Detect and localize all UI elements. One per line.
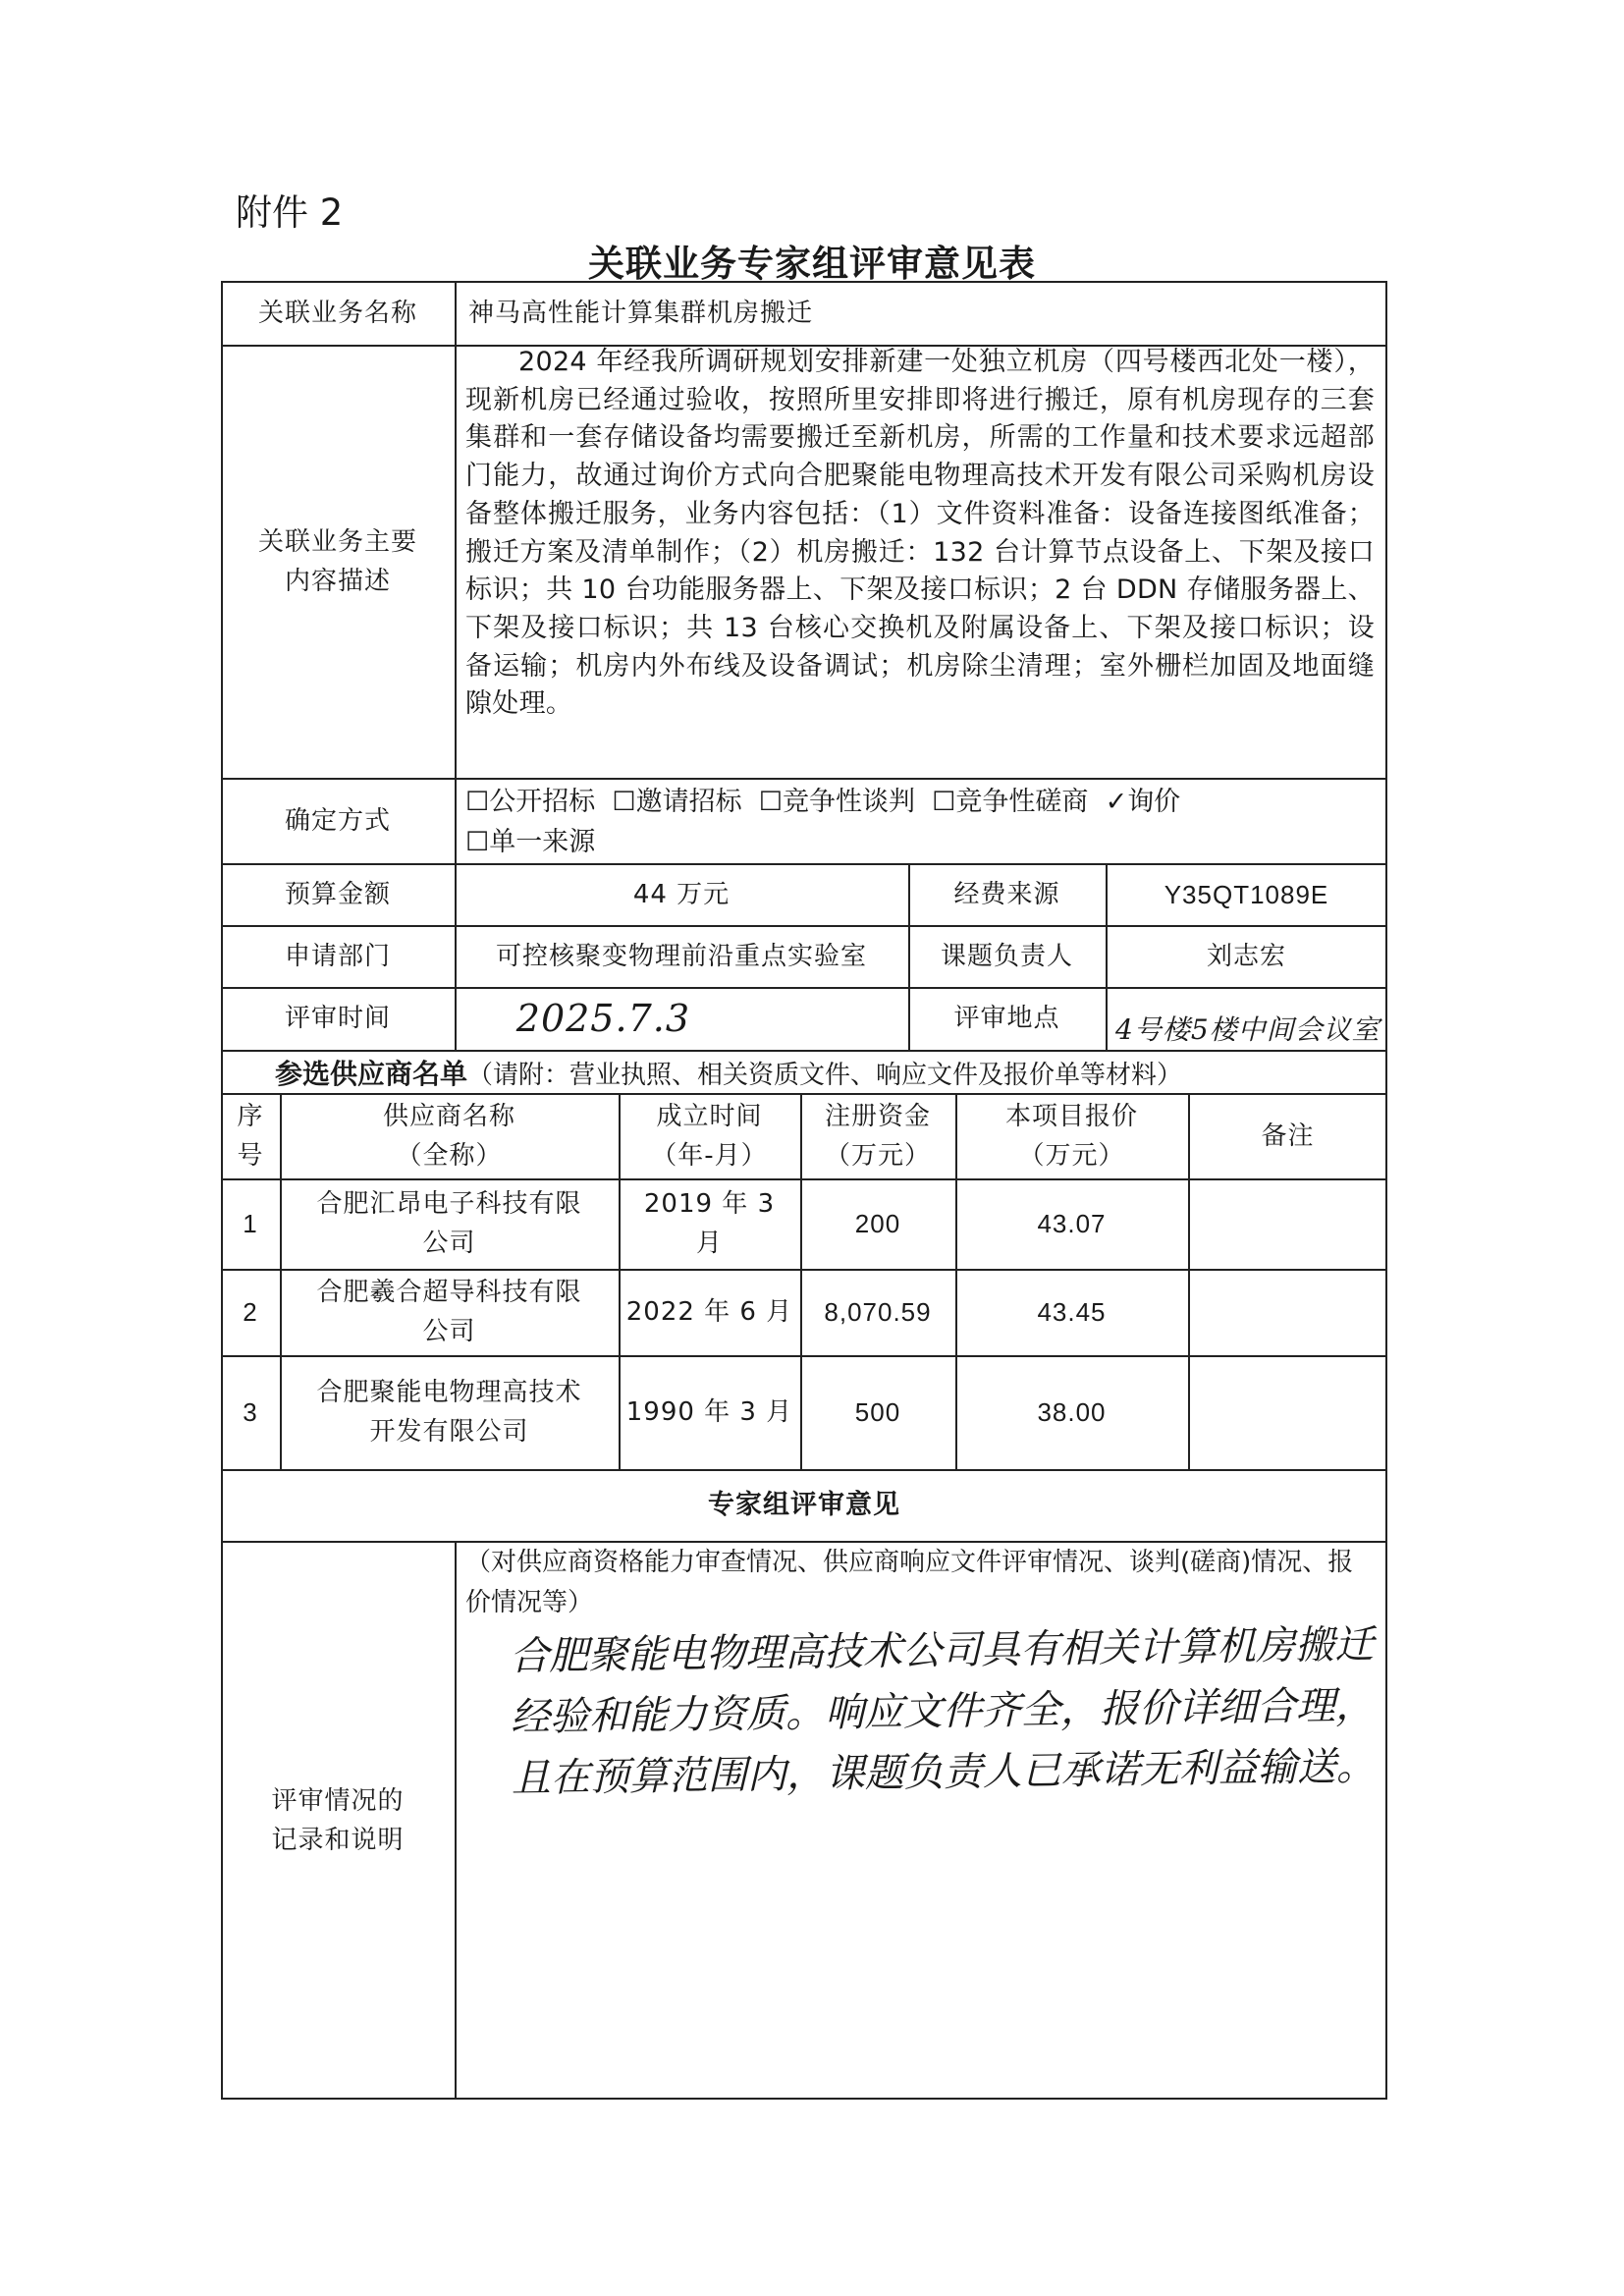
business-name-value: 神马高性能计算集群机房搬迁: [468, 298, 814, 328]
checkbox-icon: ☐: [612, 787, 636, 817]
checkbox-icon: ☐: [465, 787, 490, 817]
row-capital: 500: [854, 1397, 901, 1427]
opinion-label: [221, 1541, 455, 2100]
row-supplier-name: 合肥羲合超导科技有限 公司: [316, 1278, 582, 1346]
suppliers-note: （请附：营业执照、相关资质文件、响应文件及报价单等材料）: [467, 1061, 1183, 1090]
fund-source-label: 经费来源: [953, 879, 1060, 909]
checkmark-icon: ✓: [1105, 787, 1128, 817]
row-founded: 2019 年 3 月: [643, 1189, 776, 1258]
description-label-line1: 关联业务主要: [257, 526, 417, 557]
header-remark: 备注: [1261, 1121, 1315, 1151]
form-title: 关联业务专家组评审意见表: [588, 243, 1036, 285]
header-quote: 本项目报价 （万元）: [1004, 1101, 1138, 1171]
row-quote: 43.45: [1037, 1297, 1107, 1327]
header-founded: 成立时间 （年-月）: [651, 1101, 768, 1171]
option-single-source[interactable]: ☐单一来源: [465, 827, 596, 857]
project-leader-label: 课题负责人: [940, 941, 1073, 971]
row-seq: 1: [243, 1209, 258, 1238]
opinion-instruction: （对供应商资格能力审查情况、供应商响应文件评审情况、谈判(磋商)情况、报价情况等）: [465, 1548, 1354, 1617]
header-seq: 序 号: [237, 1101, 264, 1171]
row-capital: 8,070.59: [824, 1297, 932, 1327]
suppliers-section-title: [275, 1053, 1182, 1092]
header-supplier-name: 供应商名称 （全称）: [382, 1101, 515, 1171]
review-place-label: 评审地点: [953, 1004, 1060, 1033]
review-time-value: 2025.7.3: [515, 997, 690, 1040]
checkbox-icon: ☐: [465, 827, 490, 857]
row-seq: 3: [243, 1397, 258, 1427]
opinion-label-line1: 评审情况的: [271, 1785, 405, 1816]
option-competitive-negotiation[interactable]: ☐竞争性谈判: [758, 787, 915, 817]
row-supplier-name: 合肥聚能电物理高技术 开发有限公司: [316, 1378, 582, 1447]
method-label: 确定方式: [284, 805, 391, 836]
row-capital: 200: [854, 1209, 901, 1238]
row-remark: [1188, 1355, 1387, 1469]
suppliers-title: 参选供应商名单: [275, 1058, 468, 1090]
row-remark: [1188, 1269, 1387, 1355]
option-invited-tender[interactable]: ☐邀请招标: [612, 787, 742, 817]
opinion-label-line2: 记录和说明: [271, 1825, 405, 1855]
row-seq: 2: [243, 1297, 258, 1327]
review-time-label: 评审时间: [284, 1004, 391, 1033]
row-remark: [1188, 1178, 1387, 1269]
method-options: [465, 782, 1369, 862]
description-label: [221, 345, 455, 778]
checkbox-icon: ☐: [758, 787, 783, 817]
column-divider: [455, 1541, 457, 2100]
option-inquiry[interactable]: ✓询价: [1105, 787, 1181, 817]
header-capital: 注册资金 （万元）: [824, 1101, 931, 1171]
fund-source-value: Y35QT1089E: [1164, 879, 1329, 909]
row-founded: 2022 年 6 月: [625, 1297, 793, 1327]
opinion-handwritten-text: 合肥聚能电物理高技术公司具有相关计算机房搬迁经验和能力资质。响应文件齐全，报价详细合理，且在预算范围内，课题负责人已承诺无利益输送。: [509, 1621, 1377, 1802]
business-name-label: 关联业务名称: [257, 298, 417, 328]
option-public-tender[interactable]: ☐公开招标: [465, 787, 596, 817]
checkbox-icon: ☐: [932, 787, 956, 817]
description-text: [465, 344, 1375, 724]
attachment-label: 附件 2: [236, 191, 344, 234]
row-quote: 43.07: [1037, 1209, 1107, 1238]
row-quote: 38.00: [1037, 1397, 1107, 1427]
budget-value: 44 万元: [632, 879, 731, 909]
description-paragraph: 2024 年经我所调研规划安排新建一处独立机房（四号楼西北处一楼），现新机房已经通过验收，按照所里安排即将进行搬迁，原有机房现存的三套集群和一套存储设备均需要搬迁至新机房，所需的工作量和技术要求远超部门能力，故通过询价方式向合肥聚能电物理高技术开发有限公司采购机房设备整体搬迁服务，业务内容包括：（1）文件资料准备：设备连接图纸准备；搬迁方案及清单制作；（2）机房搬迁：132 台计算节点设备上、下架及接口标识；共 10 台功能服务器上、下架及接口标识；2 台 DDN 存储服务器上、下架及接口标识；共 13 台核心交换机及附属设备上、下架及接口标识；设备运输；机房内外布线及设备调试；机房除尘清理；室外栅栏加固及地面缝隙处理。: [465, 347, 1375, 720]
department-value: 可控核聚变物理前沿重点实验室: [495, 941, 867, 971]
opinion-section-title: 专家组评审意见: [708, 1489, 900, 1520]
project-leader-value: 刘志宏: [1206, 941, 1286, 971]
review-place-value: 4号楼5楼中间会议室: [1115, 1013, 1380, 1046]
budget-label: 预算金额: [284, 879, 391, 909]
department-label: 申请部门: [284, 941, 391, 971]
option-competitive-consultation[interactable]: ☐竞争性磋商: [932, 787, 1089, 817]
description-label-line2: 内容描述: [284, 566, 391, 596]
row-supplier-name: 合肥汇昂电子科技有限 公司: [316, 1189, 582, 1258]
row-founded: 1990 年 3 月: [625, 1397, 793, 1427]
